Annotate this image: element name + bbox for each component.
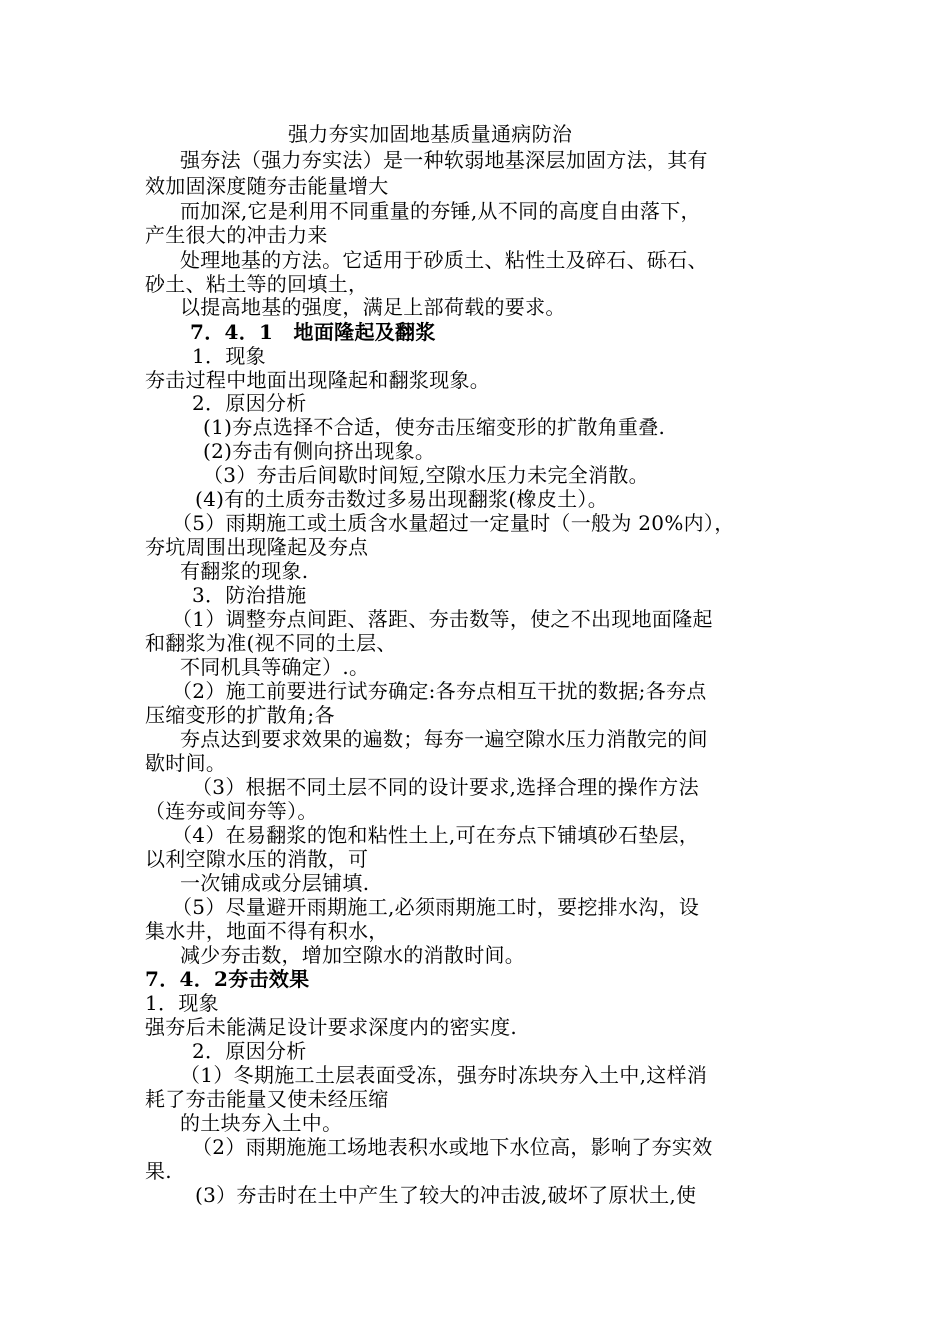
text-line: (3）夯击时在土中产生了较大的冲击波,破坏了原状土,使 <box>195 1183 697 1207</box>
text-line: (2)夯击有侧向挤出现象。 <box>203 439 436 463</box>
text-line: （2）雨期施施工场地表积水或地下水位高，影响了夯实效 <box>192 1135 713 1159</box>
text-line: (1)夯点选择不合适，使夯击压缩变形的扩散角重叠. <box>203 415 666 439</box>
text-line: （1）冬期施工土层表面受冻，强夯时冻块夯入土中,这样消 <box>180 1063 708 1087</box>
text-line: （3）夯击后间歇时间短,空隙水压力未完全消散。 <box>203 463 649 487</box>
subsection-heading: 2．原因分析 <box>192 1039 307 1063</box>
text-line: 和翻浆为准(视不同的土层、 <box>145 631 397 655</box>
text-line: 夯坑周围出现隆起及夯点 <box>145 535 369 559</box>
text-line: 减少夯击数，增加空隙水的消散时间。 <box>180 943 526 967</box>
subsection-heading: 1．现象 <box>145 991 219 1015</box>
text-line: 砂土、粘土等的回填土， <box>145 272 369 296</box>
section-heading: 7．4．2夯击效果 <box>145 967 310 991</box>
text-line: 歇时间。 <box>145 751 227 775</box>
text-line: 集水井，地面不得有积水， <box>145 919 389 943</box>
text-line: 处理地基的方法。它适用于砂质土、粘性土及碎石、砾石、 <box>180 248 708 272</box>
text-line: （连夯或间夯等）。 <box>145 799 318 823</box>
text-line: 果. <box>145 1159 172 1183</box>
text-line: (4)有的土质夯击数过多易出现翻浆(橡皮土）。 <box>195 487 609 511</box>
section-heading: 7．4．1 地面隆起及翻浆 <box>190 320 436 344</box>
text-line: 的土块夯入土中。 <box>180 1111 343 1135</box>
text-line: 以利空隙水压的消散，可 <box>145 847 369 871</box>
text-line: 耗了夯击能量又使未经压缩 <box>145 1087 389 1111</box>
text-line: （3）根据不同土层不同的设计要求,选择合理的操作方法 <box>192 775 699 799</box>
text-line: 效加固深度随夯击能量增大 <box>145 174 389 198</box>
text-line: 强夯后未能满足设计要求深度内的密实度. <box>145 1015 518 1039</box>
text-line: 强夯法（强力夯实法）是一种软弱地基深层加固方法，其有 <box>180 148 708 172</box>
text-line: 以提高地基的强度，满足上部荷载的要求。 <box>180 295 566 319</box>
document-title: 强力夯实加固地基质量通病防治 <box>288 122 573 146</box>
text-line: （5）尽量避开雨期施工,必须雨期施工时，要挖排水沟，设 <box>172 895 700 919</box>
text-line: （1）调整夯点间距、落距、夯击数等，使之不出现地面隆起 <box>172 607 713 631</box>
subsection-heading: 3．防治措施 <box>192 583 307 607</box>
text-line: 压缩变形的扩散角;各 <box>145 703 335 727</box>
text-line: 一次铺成或分层铺填. <box>180 871 370 895</box>
text-line: 夯点达到要求效果的遍数；每夯一遍空隙水压力消散完的间 <box>180 727 708 751</box>
subsection-heading: 2．原因分析 <box>192 391 307 415</box>
text-line: （4）在易翻浆的饱和粘性土上,可在夯点下铺填砂石垫层， <box>172 823 700 847</box>
text-line: 而加深,它是利用不同重量的夯锤,从不同的高度自由落下， <box>180 199 701 223</box>
text-line: 不同机具等确定）.。 <box>180 655 370 679</box>
subsection-heading: 1．现象 <box>192 344 266 368</box>
text-line: 夯击过程中地面出现隆起和翻浆现象。 <box>145 368 491 392</box>
text-line: （2）施工前要进行试夯确定:各夯点相互干扰的数据;各夯点 <box>172 679 707 703</box>
text-line: （5）雨期施工或土质含水量超过一定量时（一般为 20%内）， <box>172 511 735 535</box>
text-line: 有翻浆的现象. <box>180 559 309 583</box>
text-line: 产生很大的冲击力来 <box>145 223 328 247</box>
